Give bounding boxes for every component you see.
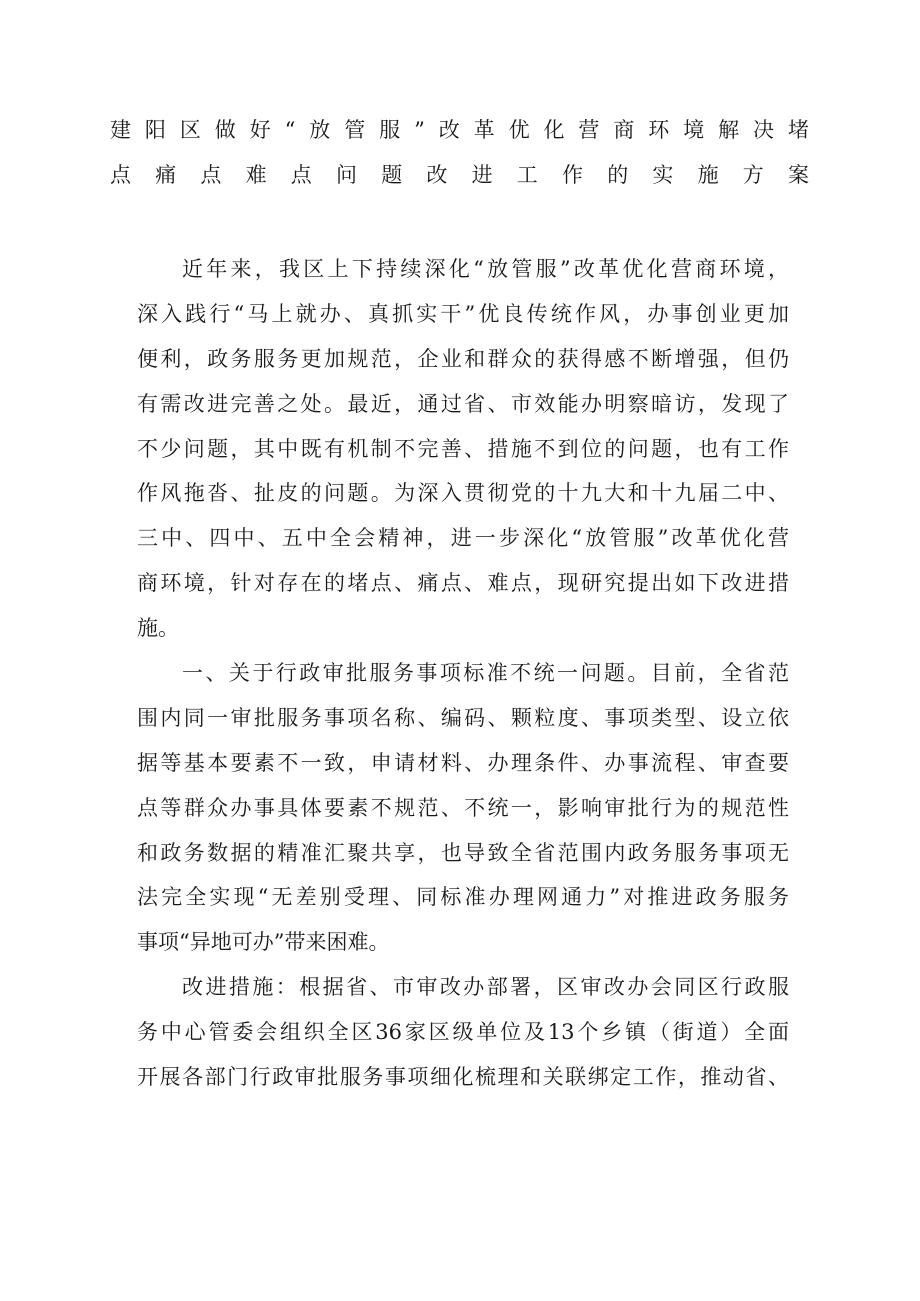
paragraph-measures: [137, 965, 789, 1100]
text-line: 据等基本要素不一致，申请材料、办理条件、办事流程、审查要: [137, 750, 789, 775]
title-line-1: 建阳区做好“放管服”改革优化营商环境解决堵: [110, 118, 810, 142]
text-line: 务中心管委会组织全区36家区级单位及13个乡镇（街道）全面: [137, 1020, 789, 1045]
text-line: 和政务数据的精准汇聚共享，也导致全省范围内政务服务事项无: [137, 840, 789, 865]
paragraph-section-1: [137, 651, 789, 965]
paragraph-intro: [137, 247, 789, 651]
text-line: 作风拖沓、扯皮的问题。为深入贯彻党的十九大和十九届二中、: [137, 481, 789, 506]
text-line: 有需改进完善之处。最近，通过省、市效能办明察暗访，发现了: [137, 391, 789, 416]
text-line: 不少问题，其中既有机制不完善、措施不到位的问题，也有工作: [137, 436, 789, 461]
text-line: 一、关于行政审批服务事项标准不统一问题。目前，全省范: [182, 661, 789, 686]
text-line: 开展各部门行政审批服务事项细化梳理和关联绑定工作，推动省、: [137, 1065, 789, 1090]
text-line: 围内同一审批服务事项名称、编码、颗粒度、事项类型、设立依: [137, 705, 789, 730]
text-line: 深入践行“马上就办、真抓实干”优良传统作风，办事创业更加: [137, 301, 789, 326]
text-line: 施。: [137, 616, 179, 641]
document-body: [137, 247, 789, 1100]
text-line: 商环境，针对存在的堵点、痛点、难点，现研究提出如下改进措: [137, 571, 789, 596]
text-line: 近年来，我区上下持续深化“放管服”改革优化营商环境，: [182, 257, 789, 281]
text-line: 法完全实现“无差别受理、同标准办理网通力”对推进政务服务: [137, 885, 789, 910]
text-line: 三中、四中、五中全会精神，进一步深化“放管服”改革优化营: [137, 526, 789, 551]
title-line-2: 点痛点难点问题改进工作的实施方案: [110, 162, 810, 187]
document-title: [110, 108, 810, 198]
text-line: 点等群众办事具体要素不规范、不统一，影响审批行为的规范性: [137, 795, 789, 820]
text-line: 便利，政务服务更加规范，企业和群众的获得感不断增强，但仍: [137, 346, 789, 371]
text-line: 改进措施：根据省、市审改办部署，区审改办会同区行政服: [182, 975, 789, 1000]
text-line: 事项“异地可办”带来困难。: [137, 930, 390, 955]
